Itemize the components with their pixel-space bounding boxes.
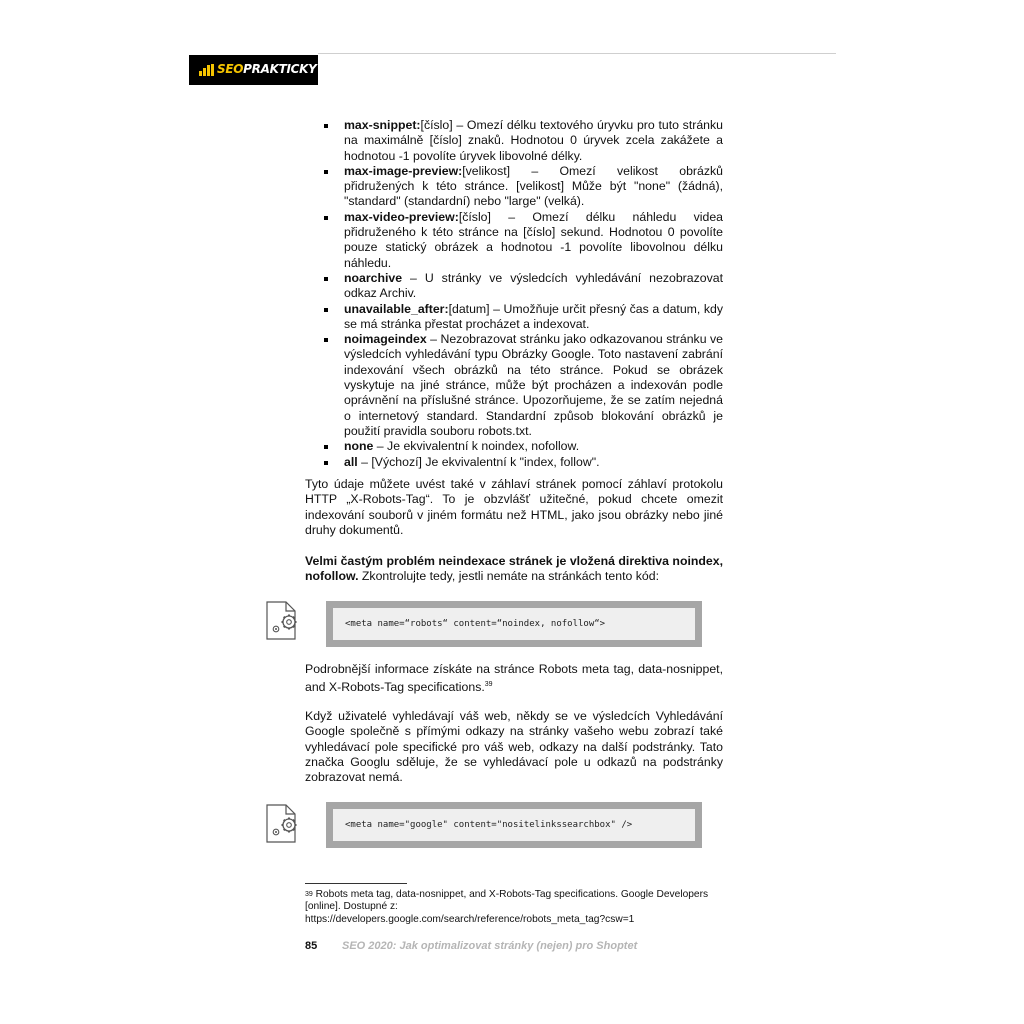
document-settings-icon [264, 804, 300, 844]
code-snippet: <meta name=“robots“ content=“noindex, nofollow“> [333, 608, 695, 640]
list-item: all – [Výchozí] Je ekvivalentní k "index, follow". [344, 455, 723, 470]
footnote: $^{39}$ Robots meta tag, data-nosnippet, and X-Robots-Tag specifications. Google Developers [online]. Dostupné z: https://developers.google.com/search/reference/robots_meta_tag?csw=1 [305, 889, 709, 925]
footnote-link[interactable]: https://developers.google.com/search/reference/robots_meta_tag?csw=1 [305, 913, 635, 925]
page-number: 85 [305, 940, 318, 952]
list-item: noarchive – U stránky ve výsledcích vyhledávání nezobrazovat odkaz Archiv. [344, 270, 723, 301]
list-item: noimageindex – Nezobrazovat stránku jako odkazovanou stránku ve výsledcích vyhledávání typu Obrázky Google. Toto nastavení zabrání indexování všech obrázků na této stránce. Pokud se obrázek vyskytuje na jiné stránce, může být procházen a indexován podle oprávnění na příslušné stránce. Upozorňujeme, že se zatím nejedná o internetový standard. Standardní způsob blokování obrázků je použití pravidla souboru robots.txt. [344, 332, 723, 438]
seopракticky-logo [189, 55, 318, 85]
code-block-google [326, 802, 702, 848]
paragraph-noindex-warning: Velmi častým problém neindexace stránek je vložená direktiva noindex, nofollow. Zkontrolujte tedy, jestli nemáte na stránkách tento kód: [305, 554, 723, 584]
directive-list [305, 118, 723, 470]
code-snippet: <meta name="google" content="nositelinkssearchbox" /> [333, 809, 695, 841]
list-item: unavailable_after:[datum] – Umožňuje určit přesný čas a datum, kdy se má stránka přestat procházet a indexovat. [344, 301, 723, 331]
book-title: SEO 2020: Jak optimalizovat stránky (nejen) pro Shoptet [342, 940, 638, 952]
logo-text: SEOPRAKTICKY [217, 62, 317, 76]
list-item: max-snippet:[číslo] – Omezí délku textového úryvku pro tuto stránku na maximálně [číslo] znaků. Hodnotou 0 úryvek zcela zakážete a hodnotou -1 povolíte úryvek libovolné délky. [344, 118, 723, 163]
list-item: max-video-preview:[číslo] – Omezí délku náhledu videa přidruženého k této stránce na [číslo] sekund. Hodnotou 0 povolíte pouze statický obrázek a hodnotou -1 povolíte libovolnou délku náhledu. [344, 209, 723, 270]
footnote-rule [305, 883, 407, 884]
code-block-robots [326, 601, 702, 647]
bar-chart-icon [199, 64, 215, 76]
paragraph-more-info: Podrobnější informace získáte na stránce Robots meta tag, data-nosnippet, and X-Robots-Tag specifications.$^{39}$ [305, 662, 723, 695]
paragraph-http-header: Tyto údaje můžete uvést také v záhlaví stránek pomocí záhlaví protokolu HTTP „X-Robots-Tag“. To je obzvlášť užitečné, pokud chcete omezit indexování souborů v jiném formátu než HTML, jako jsou obrázky nebo jiné druhy dokumentů. [305, 477, 723, 537]
header-rule [318, 53, 836, 54]
list-item: none – Je ekvivalentní k noindex, nofollow. [344, 439, 723, 454]
directive-list-section [305, 118, 723, 470]
document-settings-icon [264, 601, 300, 641]
paragraph-sitelinks-searchbox: Když uživatelé vyhledávají váš web, někdy se ve výsledcích Vyhledávání Google společně s přímými odkazy na stránky vašeho webu zobrazí také vyhledávací pole specifické pro váš web, odkazy na další podstránky. Tato značka Googlu sděluje, že se vyhledávací pole u odkazů na podstránky zobrazovat nemá. [305, 709, 723, 785]
list-item: max-image-preview:[velikost] – Omezí velikost obrázků přidružených k této stránce. [velikost] Může být "none" (žádná), "standard" (standardní) nebo "large" (velká). [344, 163, 723, 209]
